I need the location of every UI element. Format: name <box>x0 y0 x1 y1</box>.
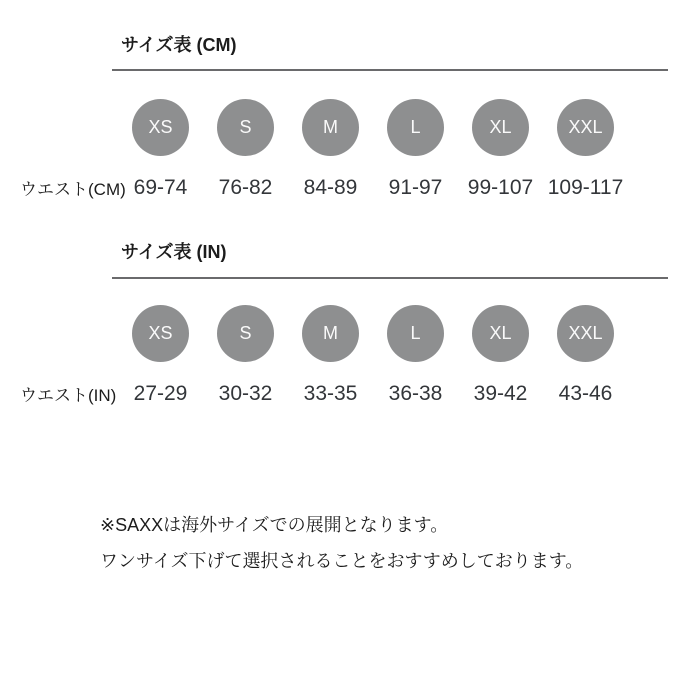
size-badge-label: XS <box>148 117 173 137</box>
size-badge-l <box>387 305 444 362</box>
size-badge-m <box>302 305 359 362</box>
size-badge-label: XL <box>489 117 512 137</box>
size-badge-s <box>217 99 274 156</box>
waist-values-row-in <box>0 381 628 405</box>
row-label-waist-cm: ウエスト(CM) <box>20 180 126 199</box>
size-badge-xs <box>132 305 189 362</box>
size-badge-s <box>217 305 274 362</box>
size-badge-label: M <box>323 117 338 137</box>
size-badge-m <box>302 99 359 156</box>
note-line-1: ※SAXXは海外サイズでの展開となります。 <box>100 515 449 535</box>
waist-value-xl: 39-42 <box>473 381 528 405</box>
size-badge-label: L <box>410 323 421 343</box>
section-title-in: サイズ表 (IN) <box>121 242 227 262</box>
waist-values-row-cm <box>0 175 628 199</box>
waist-value-l: 36-38 <box>388 381 443 405</box>
row-label-waist-in: ウエスト(IN) <box>20 386 117 405</box>
size-badge-label: XL <box>489 323 512 343</box>
size-badge-label: M <box>323 323 338 343</box>
size-circles-row-cm <box>0 99 628 156</box>
size-badge-label: XS <box>148 323 173 343</box>
size-circles-row-in <box>0 305 628 362</box>
size-badge-label: S <box>239 323 252 343</box>
waist-value-xxl: 43-46 <box>558 381 613 405</box>
divider-cm <box>112 69 668 71</box>
waist-value-l: 91-97 <box>388 175 443 199</box>
waist-value-s: 76-82 <box>218 175 273 199</box>
divider-in <box>112 277 668 279</box>
size-badge-xxl <box>557 99 614 156</box>
waist-value-xs: 27-29 <box>133 381 188 405</box>
waist-value-xl: 99-107 <box>467 175 534 199</box>
size-badge-xl <box>472 99 529 156</box>
size-badge-label: L <box>410 117 421 137</box>
waist-value-xs: 69-74 <box>133 175 188 199</box>
waist-value-xxl: 109-117 <box>547 175 624 199</box>
size-badge-xxl <box>557 305 614 362</box>
section-title-cm: サイズ表 (CM) <box>121 35 237 55</box>
note-line-2: ワンサイズ下げて選択されることをおすすめしております。 <box>100 551 584 571</box>
size-badge-label: XXL <box>568 323 603 343</box>
size-badge-label: XXL <box>568 117 603 137</box>
size-badge-label: S <box>239 117 252 137</box>
size-badge-xs <box>132 99 189 156</box>
waist-value-s: 30-32 <box>218 381 273 405</box>
size-badge-l <box>387 99 444 156</box>
size-notes <box>100 507 583 579</box>
waist-value-m: 84-89 <box>303 175 358 199</box>
size-badge-xl <box>472 305 529 362</box>
waist-value-m: 33-35 <box>303 381 358 405</box>
